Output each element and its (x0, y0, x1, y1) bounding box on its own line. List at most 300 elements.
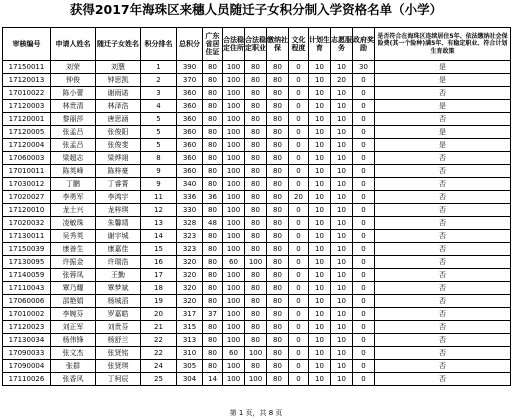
cell-education: 0 (289, 243, 309, 256)
cell-rank: 16 (141, 256, 177, 269)
cell-rank: 22 (141, 334, 177, 347)
cell-residence-permit: 80 (203, 100, 223, 113)
cell-volunteer: 10 (331, 243, 353, 256)
cell-family-planning: 10 (309, 347, 331, 360)
cell-total-points: 360 (177, 165, 203, 178)
cell-family-planning: 10 (309, 295, 331, 308)
cell-eligibility: 否 (375, 243, 511, 256)
cell-education: 0 (289, 165, 309, 178)
cell-child-name: 丁柯辰 (96, 373, 141, 386)
cell-rank: 13 (141, 217, 177, 230)
header-family-planning: 计划生育 (309, 28, 331, 61)
header-gov-award: 政府奖励 (353, 28, 375, 61)
cell-rank: 8 (141, 152, 177, 165)
cell-gov-award: 0 (353, 308, 375, 321)
page-footer: 第 1 页，共 8 页 (229, 409, 283, 417)
table-row (3, 373, 511, 386)
cell-education: 0 (289, 360, 309, 373)
cell-housing: 100 (223, 165, 245, 178)
table-row (3, 178, 511, 191)
cell-family-planning: 10 (309, 152, 331, 165)
cell-applicant-name: 李婉芬 (51, 308, 96, 321)
cell-review-id: 17110026 (3, 373, 51, 386)
cell-employment: 80 (245, 178, 267, 191)
cell-review-id: 17120001 (3, 113, 51, 126)
cell-volunteer: 10 (331, 152, 353, 165)
cell-total-points: 360 (177, 100, 203, 113)
cell-employment: 80 (245, 243, 267, 256)
cell-rank: 5 (141, 139, 177, 152)
cell-volunteer: 10 (331, 347, 353, 360)
cell-total-points: 320 (177, 282, 203, 295)
cell-applicant-name: 龙土兴 (51, 204, 96, 217)
cell-total-points: 305 (177, 360, 203, 373)
cell-housing: 60 (223, 347, 245, 360)
cell-review-id: 17130034 (3, 334, 51, 347)
cell-housing: 100 (223, 113, 245, 126)
cell-applicant-name: 刘正军 (51, 321, 96, 334)
cell-volunteer: 10 (331, 113, 353, 126)
table-row (3, 61, 511, 74)
cell-gov-award: 0 (353, 139, 375, 152)
cell-review-id: 17120005 (3, 126, 51, 139)
cell-housing: 100 (223, 178, 245, 191)
cell-employment: 80 (245, 334, 267, 347)
cell-eligibility: 否 (375, 256, 511, 269)
cell-employment: 100 (245, 373, 267, 386)
cell-housing: 100 (223, 139, 245, 152)
cell-applicant-name: 梁超志 (51, 152, 96, 165)
cell-applicant-name: 张文杰 (51, 347, 96, 360)
cell-employment: 100 (245, 347, 267, 360)
header-education: 文化程度 (289, 28, 309, 61)
cell-gov-award: 0 (353, 191, 375, 204)
cell-education: 0 (289, 308, 309, 321)
cell-child-name: 谢雨诺 (96, 87, 141, 100)
cell-total-points: 323 (177, 243, 203, 256)
table-row (3, 321, 511, 334)
cell-volunteer: 20 (331, 74, 353, 87)
cell-education: 0 (289, 61, 309, 74)
cell-total-points: 320 (177, 295, 203, 308)
cell-residence-permit: 80 (203, 230, 223, 243)
cell-applicant-name: 许振金 (51, 256, 96, 269)
cell-rank: 21 (141, 321, 177, 334)
cell-child-name: 林泽浩 (96, 100, 141, 113)
table-row (3, 282, 511, 295)
cell-volunteer: 10 (331, 139, 353, 152)
cell-total-points: 340 (177, 178, 203, 191)
cell-applicant-name: 张孟吕 (51, 126, 96, 139)
table-row (3, 139, 511, 152)
cell-housing: 100 (223, 243, 245, 256)
cell-social-insurance: 80 (267, 113, 289, 126)
cell-residence-permit: 80 (203, 87, 223, 100)
cell-child-name: 龙梓琪 (96, 204, 141, 217)
cell-rank: 5 (141, 126, 177, 139)
cell-child-name: 王勤 (96, 269, 141, 282)
cell-review-id: 17090033 (3, 347, 51, 360)
table-row (3, 165, 511, 178)
cell-volunteer: 10 (331, 334, 353, 347)
cell-family-planning: 10 (309, 334, 331, 347)
cell-total-points: 330 (177, 204, 203, 217)
cell-child-name: 刘慧 (96, 61, 141, 74)
cell-gov-award: 0 (353, 217, 375, 230)
header-social-insurance: 缴纳社保 (267, 28, 289, 61)
cell-rank: 12 (141, 204, 177, 217)
cell-social-insurance: 80 (267, 61, 289, 74)
cell-employment: 80 (245, 230, 267, 243)
cell-eligibility: 否 (375, 282, 511, 295)
cell-housing: 100 (223, 321, 245, 334)
cell-employment: 80 (245, 152, 267, 165)
cell-total-points: 336 (177, 191, 203, 204)
cell-employment: 80 (245, 126, 267, 139)
cell-review-id: 17120004 (3, 139, 51, 152)
cell-rank: 4 (141, 100, 177, 113)
cell-social-insurance: 80 (267, 282, 289, 295)
cell-applicant-name: 张香风 (51, 373, 96, 386)
cell-education: 0 (289, 230, 309, 243)
cell-employment: 80 (245, 191, 267, 204)
cell-child-name: 唐思涵 (96, 113, 141, 126)
cell-volunteer: 10 (331, 256, 353, 269)
header-row (3, 28, 511, 61)
cell-review-id: 17020032 (3, 217, 51, 230)
table-row (3, 269, 511, 282)
cell-education: 20 (289, 191, 309, 204)
cell-employment: 80 (245, 74, 267, 87)
cell-volunteer: 10 (331, 269, 353, 282)
cell-volunteer: 10 (331, 373, 353, 386)
cell-employment: 80 (245, 87, 267, 100)
cell-education: 0 (289, 321, 309, 334)
header-review-id: 审核编号 (3, 28, 51, 61)
cell-volunteer: 10 (331, 126, 353, 139)
cell-review-id: 17150039 (3, 243, 51, 256)
cell-eligibility: 是 (375, 100, 511, 113)
cell-housing: 100 (223, 204, 245, 217)
cell-family-planning: 10 (309, 165, 331, 178)
cell-residence-permit: 80 (203, 256, 223, 269)
cell-review-id: 17090004 (3, 360, 51, 373)
cell-housing: 100 (223, 373, 245, 386)
cell-residence-permit: 14 (203, 373, 223, 386)
table-body (3, 61, 511, 386)
header-employment: 合法稳定职业 (245, 28, 267, 61)
cell-social-insurance: 80 (267, 347, 289, 360)
cell-gov-award: 0 (353, 256, 375, 269)
cell-employment: 80 (245, 308, 267, 321)
cell-residence-permit: 80 (203, 152, 223, 165)
cell-residence-permit: 80 (203, 165, 223, 178)
cell-family-planning: 10 (309, 217, 331, 230)
cell-child-name: 张贤铭 (96, 347, 141, 360)
cell-eligibility: 是 (375, 139, 511, 152)
cell-gov-award: 0 (353, 373, 375, 386)
cell-gov-award: 0 (353, 360, 375, 373)
cell-family-planning: 10 (309, 373, 331, 386)
cell-child-name: 谢宇城 (96, 230, 141, 243)
cell-review-id: 17130011 (3, 230, 51, 243)
cell-eligibility: 否 (375, 347, 511, 360)
cell-review-id: 17120013 (3, 74, 51, 87)
cell-eligibility: 否 (375, 230, 511, 243)
table-row (3, 243, 511, 256)
cell-family-planning: 10 (309, 100, 331, 113)
cell-eligibility: 是 (375, 61, 511, 74)
cell-child-name: 钟思凯 (96, 74, 141, 87)
cell-applicant-name: 凌敏珠 (51, 217, 96, 230)
cell-rank: 25 (141, 373, 177, 386)
cell-employment: 80 (245, 113, 267, 126)
cell-family-planning: 10 (309, 256, 331, 269)
cell-review-id: 17010022 (3, 87, 51, 100)
table-row (3, 308, 511, 321)
cell-education: 0 (289, 204, 309, 217)
cell-total-points: 360 (177, 87, 203, 100)
cell-volunteer: 10 (331, 165, 353, 178)
cell-eligibility: 否 (375, 334, 511, 347)
cell-eligibility: 是 (375, 126, 511, 139)
cell-rank: 18 (141, 282, 177, 295)
cell-review-id: 17060003 (3, 152, 51, 165)
cell-applicant-name: 陈英峰 (51, 165, 96, 178)
cell-gov-award: 0 (353, 295, 375, 308)
cell-gov-award: 0 (353, 100, 375, 113)
cell-review-id: 17120003 (3, 100, 51, 113)
cell-family-planning: 10 (309, 308, 331, 321)
cell-employment: 80 (245, 139, 267, 152)
cell-review-id: 17140059 (3, 269, 51, 282)
cell-gov-award: 0 (353, 165, 375, 178)
cell-education: 0 (289, 282, 309, 295)
cell-housing: 100 (223, 217, 245, 230)
cell-review-id: 17060006 (3, 295, 51, 308)
cell-gov-award: 0 (353, 230, 375, 243)
cell-education: 0 (289, 113, 309, 126)
cell-total-points: 360 (177, 139, 203, 152)
cell-residence-permit: 80 (203, 321, 223, 334)
table-row (3, 334, 511, 347)
cell-residence-permit: 80 (203, 295, 223, 308)
cell-family-planning: 10 (309, 113, 331, 126)
cell-employment: 80 (245, 61, 267, 74)
cell-education: 0 (289, 74, 309, 87)
cell-eligibility: 否 (375, 373, 511, 386)
cell-residence-permit: 80 (203, 74, 223, 87)
cell-child-name: 杨城滔 (96, 295, 141, 308)
cell-gov-award: 0 (353, 321, 375, 334)
cell-eligibility: 否 (375, 295, 511, 308)
cell-social-insurance: 80 (267, 295, 289, 308)
cell-rank: 1 (141, 61, 177, 74)
cell-child-name: 罗嘉皓 (96, 308, 141, 321)
cell-review-id: 17110043 (3, 282, 51, 295)
cell-education: 0 (289, 178, 309, 191)
cell-social-insurance: 80 (267, 100, 289, 113)
cell-housing: 100 (223, 269, 245, 282)
cell-education: 0 (289, 87, 309, 100)
cell-rank: 3 (141, 87, 177, 100)
cell-residence-permit: 48 (203, 217, 223, 230)
cell-education: 0 (289, 295, 309, 308)
cell-rank: 17 (141, 269, 177, 282)
cell-rank: 11 (141, 191, 177, 204)
cell-social-insurance: 80 (267, 360, 289, 373)
cell-social-insurance: 80 (267, 373, 289, 386)
cell-housing: 100 (223, 74, 245, 87)
cell-social-insurance: 80 (267, 321, 289, 334)
cell-review-id: 17120010 (3, 204, 51, 217)
table-row (3, 295, 511, 308)
cell-social-insurance: 80 (267, 87, 289, 100)
page-title: 获得2017年海珠区来穗人员随迁子女积分制入学资格名单（小学） (69, 2, 443, 17)
cell-eligibility: 否 (375, 204, 511, 217)
cell-education: 0 (289, 100, 309, 113)
cell-gov-award: 0 (353, 126, 375, 139)
cell-eligibility: 是 (375, 74, 511, 87)
table-row (3, 87, 511, 100)
cell-social-insurance: 80 (267, 334, 289, 347)
header-housing: 合法稳定住所 (223, 28, 245, 61)
cell-applicant-name: 覃乃耀 (51, 282, 96, 295)
cell-review-id: 17020027 (3, 191, 51, 204)
cell-child-name: 杨舒兰 (96, 334, 141, 347)
cell-applicant-name: 丁鹏 (51, 178, 96, 191)
cell-applicant-name: 吴秀英 (51, 230, 96, 243)
cell-gov-award: 0 (353, 113, 375, 126)
cell-eligibility: 否 (375, 269, 511, 282)
cell-employment: 80 (245, 217, 267, 230)
header-volunteer: 志愿服务 (331, 28, 353, 61)
cell-residence-permit: 80 (203, 61, 223, 74)
cell-housing: 100 (223, 87, 245, 100)
cell-family-planning: 10 (309, 139, 331, 152)
cell-rank: 9 (141, 178, 177, 191)
cell-family-planning: 10 (309, 282, 331, 295)
cell-volunteer: 10 (331, 360, 353, 373)
cell-housing: 100 (223, 360, 245, 373)
cell-family-planning: 10 (309, 178, 331, 191)
cell-family-planning: 10 (309, 269, 331, 282)
table-row (3, 347, 511, 360)
cell-residence-permit: 80 (203, 360, 223, 373)
cell-rank: 14 (141, 230, 177, 243)
table-row (3, 217, 511, 230)
cell-social-insurance: 80 (267, 126, 289, 139)
cell-employment: 80 (245, 360, 267, 373)
header-eligibility: 是否符合在海珠区连续居住5年、依法缴纳社会保险费(其一个险种)满5年、有稳定职业、符合计划生育政策 (375, 28, 511, 61)
cell-education: 0 (289, 256, 309, 269)
cell-employment: 80 (245, 295, 267, 308)
cell-eligibility: 否 (375, 217, 511, 230)
cell-review-id: 17150011 (3, 61, 51, 74)
cell-child-name: 张俊阳 (96, 126, 141, 139)
header-child-name: 随迁子女姓名 (96, 28, 141, 61)
cell-residence-permit: 80 (203, 139, 223, 152)
table-row (3, 126, 511, 139)
cell-total-points: 320 (177, 256, 203, 269)
cell-volunteer: 10 (331, 321, 353, 334)
cell-family-planning: 10 (309, 126, 331, 139)
cell-gov-award: 0 (353, 178, 375, 191)
cell-family-planning: 10 (309, 61, 331, 74)
cell-applicant-name: 林贵清 (51, 100, 96, 113)
cell-gov-award: 0 (353, 152, 375, 165)
cell-review-id: 17030012 (3, 178, 51, 191)
cell-family-planning: 10 (309, 321, 331, 334)
cell-social-insurance: 80 (267, 217, 289, 230)
cell-social-insurance: 80 (267, 165, 289, 178)
cell-applicant-name: 李勇军 (51, 191, 96, 204)
cell-applicant-name: 黎丽莎 (51, 113, 96, 126)
cell-gov-award: 0 (353, 269, 375, 282)
cell-rank: 24 (141, 360, 177, 373)
cell-employment: 100 (245, 256, 267, 269)
cell-volunteer: 10 (331, 295, 353, 308)
cell-total-points: 315 (177, 321, 203, 334)
table-row (3, 152, 511, 165)
cell-gov-award: 0 (353, 347, 375, 360)
cell-gov-award: 0 (353, 243, 375, 256)
cell-child-name: 覃梦斌 (96, 282, 141, 295)
cell-social-insurance: 80 (267, 152, 289, 165)
cell-total-points: 304 (177, 373, 203, 386)
table-row (3, 113, 511, 126)
cell-total-points: 360 (177, 113, 203, 126)
cell-social-insurance: 80 (267, 74, 289, 87)
cell-social-insurance: 80 (267, 256, 289, 269)
cell-volunteer: 10 (331, 100, 353, 113)
cell-social-insurance: 80 (267, 204, 289, 217)
cell-family-planning: 10 (309, 204, 331, 217)
cell-social-insurance: 80 (267, 191, 289, 204)
cell-gov-award: 0 (353, 282, 375, 295)
cell-residence-permit: 80 (203, 113, 223, 126)
cell-education: 0 (289, 347, 309, 360)
cell-employment: 80 (245, 100, 267, 113)
cell-child-name: 丁睿菁 (96, 178, 141, 191)
cell-total-points: 328 (177, 217, 203, 230)
cell-employment: 80 (245, 321, 267, 334)
cell-rank: 2 (141, 74, 177, 87)
cell-eligibility: 否 (375, 178, 511, 191)
cell-child-name: 刘贵芬 (96, 321, 141, 334)
cell-rank: 5 (141, 113, 177, 126)
table-row (3, 256, 511, 269)
cell-education: 0 (289, 217, 309, 230)
cell-residence-permit: 80 (203, 204, 223, 217)
cell-volunteer: 10 (331, 61, 353, 74)
cell-child-name: 张俊斐 (96, 139, 141, 152)
cell-employment: 80 (245, 269, 267, 282)
cell-family-planning: 10 (309, 360, 331, 373)
cell-applicant-name: 邵艳娟 (51, 295, 96, 308)
cell-social-insurance: 80 (267, 269, 289, 282)
cell-applicant-name: 刘荣 (51, 61, 96, 74)
cell-education: 0 (289, 334, 309, 347)
cell-housing: 100 (223, 295, 245, 308)
cell-applicant-name: 陈小蕾 (51, 87, 96, 100)
cell-social-insurance: 80 (267, 308, 289, 321)
cell-child-name: 李鸿宇 (96, 191, 141, 204)
cell-total-points: 360 (177, 152, 203, 165)
cell-eligibility: 否 (375, 308, 511, 321)
admission-list-table (2, 27, 511, 386)
cell-volunteer: 10 (331, 217, 353, 230)
